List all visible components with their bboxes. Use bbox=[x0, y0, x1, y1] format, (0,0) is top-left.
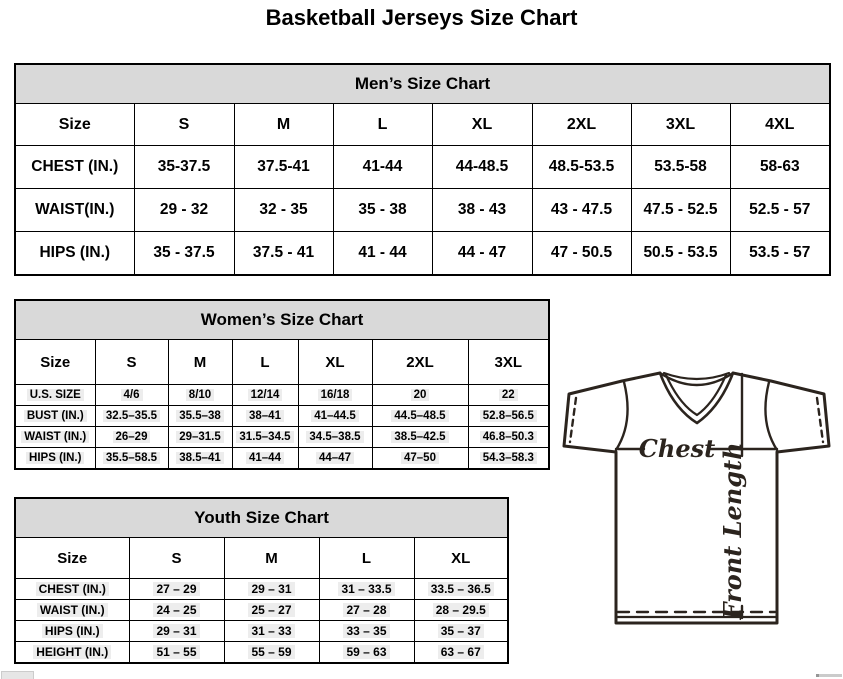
value: 16/18 bbox=[318, 389, 353, 401]
value: 31.5–34.5 bbox=[236, 431, 293, 443]
value-cell: 47.5 - 52.5 bbox=[631, 189, 730, 232]
value: 31 – 33.5 bbox=[338, 582, 394, 596]
size-col-header: L bbox=[319, 538, 414, 579]
value: 44.5–48.5 bbox=[391, 410, 448, 422]
value-cell bbox=[224, 600, 319, 621]
value-cell: 50.5 - 53.5 bbox=[631, 232, 730, 276]
value: 29 – 31 bbox=[153, 624, 199, 638]
youth-table-title: Youth Size Chart bbox=[15, 498, 508, 538]
value-cell bbox=[232, 385, 298, 406]
value-cell bbox=[129, 621, 224, 642]
value-cell bbox=[319, 600, 414, 621]
value-cell bbox=[95, 385, 168, 406]
mens-size-table bbox=[14, 63, 831, 276]
value-cell bbox=[372, 448, 468, 470]
value: 44–47 bbox=[316, 452, 354, 464]
size-label-cell: Size bbox=[15, 104, 134, 146]
size-col-header: 4XL bbox=[730, 104, 830, 146]
value-cell: 41-44 bbox=[333, 146, 432, 189]
value-cell bbox=[319, 642, 414, 664]
value-cell: 38 - 43 bbox=[432, 189, 532, 232]
row-label: HEIGHT (IN.) bbox=[33, 645, 111, 659]
value-cell bbox=[168, 448, 232, 470]
size-col-header: 3XL bbox=[631, 104, 730, 146]
row-label: U.S. SIZE bbox=[27, 389, 84, 401]
value-cell bbox=[232, 448, 298, 470]
size-col-header: S bbox=[95, 340, 168, 385]
value: 29 – 31 bbox=[248, 582, 294, 596]
size-col-header: M bbox=[168, 340, 232, 385]
value-cell: 53.5-58 bbox=[631, 146, 730, 189]
value: 32.5–35.5 bbox=[103, 410, 160, 422]
size-col-header: S bbox=[134, 104, 234, 146]
value-cell: 35 - 38 bbox=[333, 189, 432, 232]
value-cell: 32 - 35 bbox=[234, 189, 333, 232]
value-cell bbox=[298, 427, 372, 448]
value: 12/14 bbox=[248, 389, 283, 401]
value-cell: 58-63 bbox=[730, 146, 830, 189]
value: 20 bbox=[411, 389, 430, 401]
table-row bbox=[15, 189, 830, 232]
size-col-header: S bbox=[129, 538, 224, 579]
value-cell bbox=[95, 448, 168, 470]
chest-label: Chest bbox=[638, 434, 716, 463]
row-label-cell: CHEST (IN.) bbox=[15, 146, 134, 189]
value: 26–29 bbox=[113, 431, 151, 443]
value: 33 – 35 bbox=[343, 624, 389, 638]
table-header-row bbox=[15, 64, 830, 104]
table-row bbox=[15, 340, 549, 385]
value-cell bbox=[129, 579, 224, 600]
value-cell bbox=[414, 642, 508, 664]
value: 34.5–38.5 bbox=[306, 431, 363, 443]
table-row bbox=[15, 448, 549, 470]
value-cell: 47 - 50.5 bbox=[532, 232, 631, 276]
value: 24 – 25 bbox=[153, 603, 199, 617]
value-cell bbox=[414, 621, 508, 642]
size-col-header: 2XL bbox=[372, 340, 468, 385]
value-cell bbox=[95, 406, 168, 427]
value: 55 – 59 bbox=[248, 645, 294, 659]
value: 8/10 bbox=[186, 389, 214, 401]
size-col-header: M bbox=[224, 538, 319, 579]
value-cell bbox=[129, 642, 224, 664]
value-cell bbox=[232, 427, 298, 448]
row-label-cell: WAIST(IN.) bbox=[15, 189, 134, 232]
value-cell bbox=[468, 448, 549, 470]
youth-size-table bbox=[14, 497, 509, 664]
value-cell bbox=[468, 385, 549, 406]
table-row bbox=[15, 406, 549, 427]
value-cell bbox=[168, 406, 232, 427]
size-col-header: XL bbox=[432, 104, 532, 146]
value-cell bbox=[319, 621, 414, 642]
table-row bbox=[15, 579, 508, 600]
row-label-cell bbox=[15, 448, 95, 470]
value-cell: 41 - 44 bbox=[333, 232, 432, 276]
value: 41–44 bbox=[246, 452, 284, 464]
row-label: WAIST (IN.) bbox=[37, 603, 108, 617]
value-cell: 37.5 - 41 bbox=[234, 232, 333, 276]
table-row bbox=[15, 600, 508, 621]
row-label: CHEST (IN.) bbox=[36, 582, 109, 596]
value: 51 – 55 bbox=[153, 645, 199, 659]
table-row bbox=[15, 427, 549, 448]
row-label-cell bbox=[15, 406, 95, 427]
value-cell bbox=[224, 621, 319, 642]
value: 4/6 bbox=[121, 389, 143, 401]
page-title: Basketball Jerseys Size Chart bbox=[265, 5, 578, 30]
value: 22 bbox=[499, 389, 518, 401]
size-col-header: 2XL bbox=[532, 104, 631, 146]
row-label: HIPS (IN.) bbox=[26, 452, 84, 464]
table-row bbox=[15, 232, 830, 276]
value: 47–50 bbox=[401, 452, 439, 464]
value-cell bbox=[372, 406, 468, 427]
table-header-row bbox=[15, 300, 549, 340]
value-cell bbox=[414, 579, 508, 600]
value: 59 – 63 bbox=[343, 645, 389, 659]
value-cell: 37.5-41 bbox=[234, 146, 333, 189]
value: 41–44.5 bbox=[311, 410, 359, 422]
value: 46.8–50.3 bbox=[480, 431, 537, 443]
row-label: BUST (IN.) bbox=[24, 410, 87, 422]
value-cell: 53.5 - 57 bbox=[730, 232, 830, 276]
table-row bbox=[15, 642, 508, 664]
table-row bbox=[15, 621, 508, 642]
value: 25 – 27 bbox=[248, 603, 294, 617]
value: 29–31.5 bbox=[176, 431, 224, 443]
mens-table-title: Men’s Size Chart bbox=[15, 64, 830, 104]
value-cell bbox=[95, 427, 168, 448]
row-label-cell: HIPS (IN.) bbox=[15, 232, 134, 276]
value-cell bbox=[468, 427, 549, 448]
value: 31 – 33 bbox=[248, 624, 294, 638]
scrollbar-fragment-right bbox=[816, 674, 842, 677]
value: 63 – 67 bbox=[438, 645, 484, 659]
value: 38.5–42.5 bbox=[391, 431, 448, 443]
value-cell: 29 - 32 bbox=[134, 189, 234, 232]
value: 52.8–56.5 bbox=[480, 410, 537, 422]
jersey-measurement-diagram bbox=[560, 360, 842, 632]
value-cell bbox=[298, 448, 372, 470]
value-cell bbox=[468, 406, 549, 427]
size-col-header: 3XL bbox=[468, 340, 549, 385]
row-label: WAIST (IN.) bbox=[21, 431, 89, 443]
value-cell bbox=[372, 385, 468, 406]
value-cell bbox=[298, 385, 372, 406]
value: 35.5–38 bbox=[176, 410, 224, 422]
value-cell: 52.5 - 57 bbox=[730, 189, 830, 232]
row-label-cell bbox=[15, 385, 95, 406]
table-row bbox=[15, 146, 830, 189]
row-label-cell bbox=[15, 427, 95, 448]
table-row bbox=[15, 104, 830, 146]
value: 27 – 29 bbox=[153, 582, 199, 596]
scrollbar-fragment-left bbox=[1, 671, 34, 679]
value-cell bbox=[372, 427, 468, 448]
value-cell bbox=[168, 427, 232, 448]
table-header-row bbox=[15, 498, 508, 538]
value-cell bbox=[319, 579, 414, 600]
value: 54.3–58.3 bbox=[480, 452, 537, 464]
size-label-cell: Size bbox=[15, 538, 129, 579]
value-cell: 48.5-53.5 bbox=[532, 146, 631, 189]
value: 33.5 – 36.5 bbox=[428, 582, 494, 596]
value-cell: 35-37.5 bbox=[134, 146, 234, 189]
row-label: HIPS (IN.) bbox=[42, 624, 103, 638]
size-label-cell: Size bbox=[15, 340, 95, 385]
value: 27 – 28 bbox=[343, 603, 389, 617]
value-cell bbox=[168, 385, 232, 406]
front-length-label: Front Length bbox=[718, 442, 747, 620]
value: 35.5–58.5 bbox=[103, 452, 160, 464]
value: 38–41 bbox=[246, 410, 284, 422]
size-col-header: M bbox=[234, 104, 333, 146]
row-label-cell bbox=[15, 642, 129, 664]
value-cell bbox=[232, 406, 298, 427]
row-label-cell bbox=[15, 600, 129, 621]
size-col-header: XL bbox=[298, 340, 372, 385]
value-cell bbox=[298, 406, 372, 427]
value-cell bbox=[224, 642, 319, 664]
value-cell: 44-48.5 bbox=[432, 146, 532, 189]
womens-size-table bbox=[14, 299, 550, 470]
jersey-outline bbox=[564, 373, 829, 623]
value: 38.5–41 bbox=[176, 452, 224, 464]
value-cell bbox=[129, 600, 224, 621]
value-cell bbox=[414, 600, 508, 621]
value: 35 – 37 bbox=[438, 624, 484, 638]
size-col-header: L bbox=[232, 340, 298, 385]
row-label-cell bbox=[15, 579, 129, 600]
value-cell bbox=[224, 579, 319, 600]
womens-table-title: Women’s Size Chart bbox=[15, 300, 549, 340]
size-col-header: XL bbox=[414, 538, 508, 579]
table-row bbox=[15, 385, 549, 406]
value-cell: 43 - 47.5 bbox=[532, 189, 631, 232]
value-cell: 35 - 37.5 bbox=[134, 232, 234, 276]
value: 28 – 29.5 bbox=[433, 603, 489, 617]
row-label-cell bbox=[15, 621, 129, 642]
value-cell: 44 - 47 bbox=[432, 232, 532, 276]
table-row bbox=[15, 538, 508, 579]
size-col-header: L bbox=[333, 104, 432, 146]
